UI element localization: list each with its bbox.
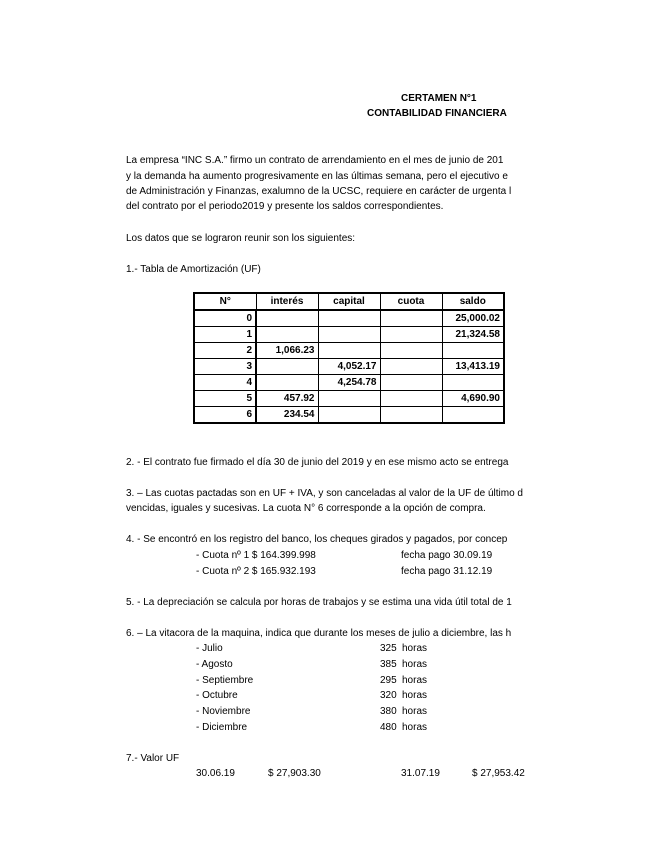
payment-label: - Cuota nº 2 $ 165.932.193 [196, 566, 316, 577]
header-interes: interés [256, 293, 318, 310]
cell-capital [318, 310, 380, 327]
month-unit: horas [402, 675, 428, 686]
cell-cuota [380, 407, 442, 424]
cell-cuota [380, 310, 442, 327]
section3-line-2: vencidas, iguales y sucesivas. La cuota N° 6 corresponde a la opción de compra. [126, 503, 486, 514]
intro-line-4: del contrato por el periodo2019 y presente los saldos correspondientes. [126, 201, 444, 212]
table-row [194, 343, 504, 359]
cell-saldo [442, 375, 504, 391]
month-unit: horas [402, 722, 428, 733]
cell-n: 5 [194, 391, 256, 407]
cell-cuota [380, 391, 442, 407]
uf-date: 30.06.19 [196, 768, 235, 779]
month-unit: horas [402, 706, 428, 717]
amortization-table [193, 292, 505, 424]
month-hours: 480 [380, 722, 397, 733]
cell-n: 2 [194, 343, 256, 359]
cell-n: 4 [194, 375, 256, 391]
uf-date: 31.07.19 [401, 768, 440, 779]
month-hours: 320 [380, 690, 397, 701]
course-title: CONTABILIDAD FINANCIERA [367, 108, 507, 119]
cell-saldo: 13,413.19 [442, 359, 504, 375]
cell-interes: 1,066.23 [256, 343, 318, 359]
month-hours: 380 [380, 706, 397, 717]
section3-line-1: 3. – Las cuotas pactadas son en UF + IVA, y son canceladas al valor de la UF de último d [126, 488, 523, 499]
month-label: - Noviembre [196, 706, 251, 717]
header-n: N° [194, 293, 256, 310]
cell-capital [318, 327, 380, 343]
table-row [194, 310, 504, 327]
cell-interes [256, 327, 318, 343]
table-row [194, 391, 504, 407]
intro-line-2: y la demanda ha aumento progresivamente en las últimas semana, pero el ejecutivo e [126, 171, 508, 182]
month-label: - Diciembre [196, 722, 248, 733]
cell-saldo: 25,000.02 [442, 310, 504, 327]
cell-capital: 4,254.78 [318, 375, 380, 391]
cell-capital [318, 391, 380, 407]
cell-saldo: 21,324.58 [442, 327, 504, 343]
section7-heading: 7.- Valor UF [126, 753, 180, 764]
header-cuota: cuota [380, 293, 442, 310]
month-label: - Julio [196, 643, 223, 654]
cell-saldo [442, 343, 504, 359]
section5-text: 5. - La depreciación se calcula por horas de trabajos y se estima una vida útil total de 1 [126, 597, 512, 608]
month-hours: 325 [380, 643, 397, 654]
month-label: - Septiembre [196, 675, 254, 686]
month-unit: horas [402, 690, 428, 701]
month-hours: 295 [380, 675, 397, 686]
table-row [194, 375, 504, 391]
cell-cuota [380, 359, 442, 375]
cell-capital: 4,052.17 [318, 359, 380, 375]
cell-interes [256, 375, 318, 391]
cell-cuota [380, 343, 442, 359]
cell-n: 6 [194, 407, 256, 424]
table-row [194, 407, 504, 424]
cell-interes [256, 359, 318, 375]
header-saldo: saldo [442, 293, 504, 310]
table-row [194, 359, 504, 375]
uf-amount: $ 27,903.30 [268, 768, 321, 779]
month-unit: horas [402, 643, 428, 654]
table-header-row [194, 293, 504, 310]
cell-capital [318, 407, 380, 424]
cell-n: 3 [194, 359, 256, 375]
month-label: - Octubre [196, 690, 238, 701]
cell-cuota [380, 375, 442, 391]
cell-cuota [380, 327, 442, 343]
payment-label: - Cuota nº 1 $ 164.399.998 [196, 550, 316, 561]
intro-line-1: La empresa “INC S.A.” firmo un contrato de arrendamiento en el mes de junio de 201 [126, 155, 504, 166]
uf-amount: $ 27,953.42 [472, 768, 525, 779]
cell-interes [256, 310, 318, 327]
cell-interes: 457.92 [256, 391, 318, 407]
month-hours: 385 [380, 659, 397, 670]
cell-saldo: 4,690.90 [442, 391, 504, 407]
month-unit: horas [402, 659, 428, 670]
data-intro: Los datos que se lograron reunir son los siguientes: [126, 233, 356, 244]
section1-heading: 1.- Tabla de Amortización (UF) [126, 264, 261, 275]
table-row [194, 327, 504, 343]
cell-interes: 234.54 [256, 407, 318, 424]
cell-saldo [442, 407, 504, 424]
intro-line-3: de Administración y Finanzas, exalumno de la UCSC, requiere en carácter de urgenta l [126, 186, 512, 197]
section6-line-1: 6. – La vitacora de la maquina, indica que durante los meses de julio a diciembre, las h [126, 628, 512, 639]
section2-text: 2. - El contrato fue firmado el día 30 de junio del 2019 y en ese mismo acto se entrega [126, 457, 509, 468]
header-capital: capital [318, 293, 380, 310]
cell-n: 0 [194, 310, 256, 327]
month-label: - Agosto [196, 659, 233, 670]
exam-title: CERTAMEN N°1 [401, 93, 477, 104]
section4-line-1: 4. - Se encontró en los registro del banco, los cheques girados y pagados, por concep [126, 534, 508, 545]
cell-n: 1 [194, 327, 256, 343]
payment-date: fecha pago 30.09.19 [401, 550, 493, 561]
payment-date: fecha pago 31.12.19 [401, 566, 493, 577]
cell-capital [318, 343, 380, 359]
